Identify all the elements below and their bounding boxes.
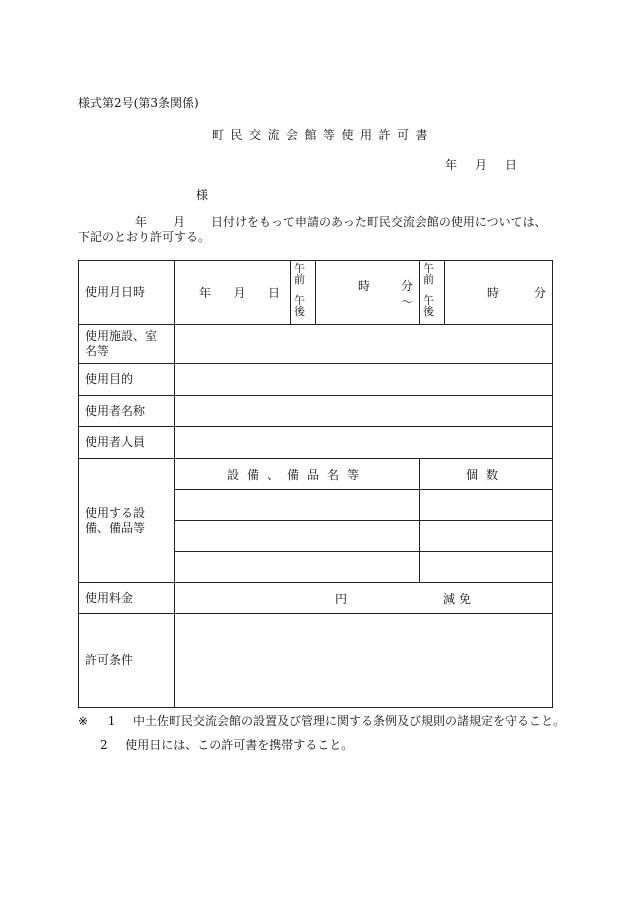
issue-date-year: 年 xyxy=(445,158,458,172)
note-1 xyxy=(78,712,565,729)
note-1-text: 中土佐町民交流会館の設置及び管理に関する条例及び規則の諸規定を守ること。 xyxy=(133,714,566,728)
label-facility-room: 使用施設、室名等 xyxy=(79,325,175,364)
fee-field[interactable] xyxy=(175,583,553,614)
exemption-label: 減免 xyxy=(443,592,476,606)
statement-text: 日付けをもって申請のあった町民交流会館の使用については、下記のとおり許可する。 xyxy=(78,215,547,244)
note-1-number: 1 xyxy=(107,714,116,728)
label-equipment: 使用する設備、備品等 xyxy=(79,459,175,583)
label-user-count: 使用者人員 xyxy=(79,427,175,459)
label-fee: 使用料金 xyxy=(79,583,175,614)
table-row-datetime xyxy=(79,261,553,325)
issue-date-day: 日 xyxy=(505,158,518,172)
usage-date-year: 年 xyxy=(199,286,212,300)
issue-date xyxy=(445,156,517,173)
usage-date-cell[interactable] xyxy=(175,261,291,325)
permission-statement xyxy=(78,215,552,245)
note-2-text: 使用日には、この許可書を携帯すること。 xyxy=(125,738,354,752)
end-hour-label: 時 xyxy=(487,286,500,300)
equipment-name-field[interactable] xyxy=(175,521,420,552)
purpose-field[interactable] xyxy=(175,364,553,396)
start-ampm-cell[interactable] xyxy=(291,261,316,325)
end-pm-label: 午後 xyxy=(423,294,434,318)
equipment-name-field[interactable] xyxy=(175,490,420,521)
start-minute-label: 分 xyxy=(400,279,413,293)
end-minute-label: 分 xyxy=(533,286,546,300)
start-time-cell[interactable] xyxy=(316,261,420,325)
equipment-name-field[interactable] xyxy=(175,552,420,583)
statement-year: 年 xyxy=(135,215,148,229)
note-mark: ※ xyxy=(78,714,89,728)
end-am-label: 午前 xyxy=(423,262,434,286)
label-conditions: 許可条件 xyxy=(79,614,175,708)
table-row-purpose xyxy=(79,364,553,396)
label-user-name: 使用者名称 xyxy=(79,396,175,427)
note-2 xyxy=(100,736,353,753)
yen-unit: 円 xyxy=(335,592,348,606)
document-title: 町民交流会館等使用許可書 xyxy=(212,128,435,142)
equipment-name-header: 設備、備品名等 xyxy=(175,459,420,490)
permit-table xyxy=(78,260,553,708)
addressee-honorific: 様 xyxy=(196,188,209,202)
conditions-field[interactable] xyxy=(175,614,553,708)
end-ampm-cell[interactable] xyxy=(420,261,445,325)
label-purpose: 使用目的 xyxy=(79,364,175,396)
table-row-equipment-header xyxy=(79,459,553,490)
note-2-number: 2 xyxy=(100,738,108,752)
table-row-conditions xyxy=(79,614,553,708)
usage-date-day: 日 xyxy=(267,286,280,300)
end-time-cell[interactable] xyxy=(445,261,553,325)
start-hour-label: 時 xyxy=(358,279,371,293)
user-count-field[interactable] xyxy=(175,427,553,459)
start-pm-label: 午後 xyxy=(294,294,305,318)
table-row-fee xyxy=(79,583,553,614)
table-row-facility xyxy=(79,325,553,364)
table-row-user-name xyxy=(79,396,553,427)
time-range-mark: ～ xyxy=(400,295,413,309)
equipment-count-field[interactable] xyxy=(420,490,553,521)
table-row-user-count xyxy=(79,427,553,459)
user-name-field[interactable] xyxy=(175,396,553,427)
label-usage-datetime: 使用月日時 xyxy=(79,261,175,325)
facility-room-field[interactable] xyxy=(175,325,553,364)
equipment-count-header: 個数 xyxy=(420,459,553,490)
equipment-count-field[interactable] xyxy=(420,552,553,583)
equipment-count-field[interactable] xyxy=(420,521,553,552)
start-am-label: 午前 xyxy=(294,262,305,286)
form-number: 様式第2号(第3条関係) xyxy=(78,96,199,110)
statement-month: 月 xyxy=(173,215,186,229)
issue-date-month: 月 xyxy=(475,158,488,172)
usage-date-month: 月 xyxy=(233,286,246,300)
